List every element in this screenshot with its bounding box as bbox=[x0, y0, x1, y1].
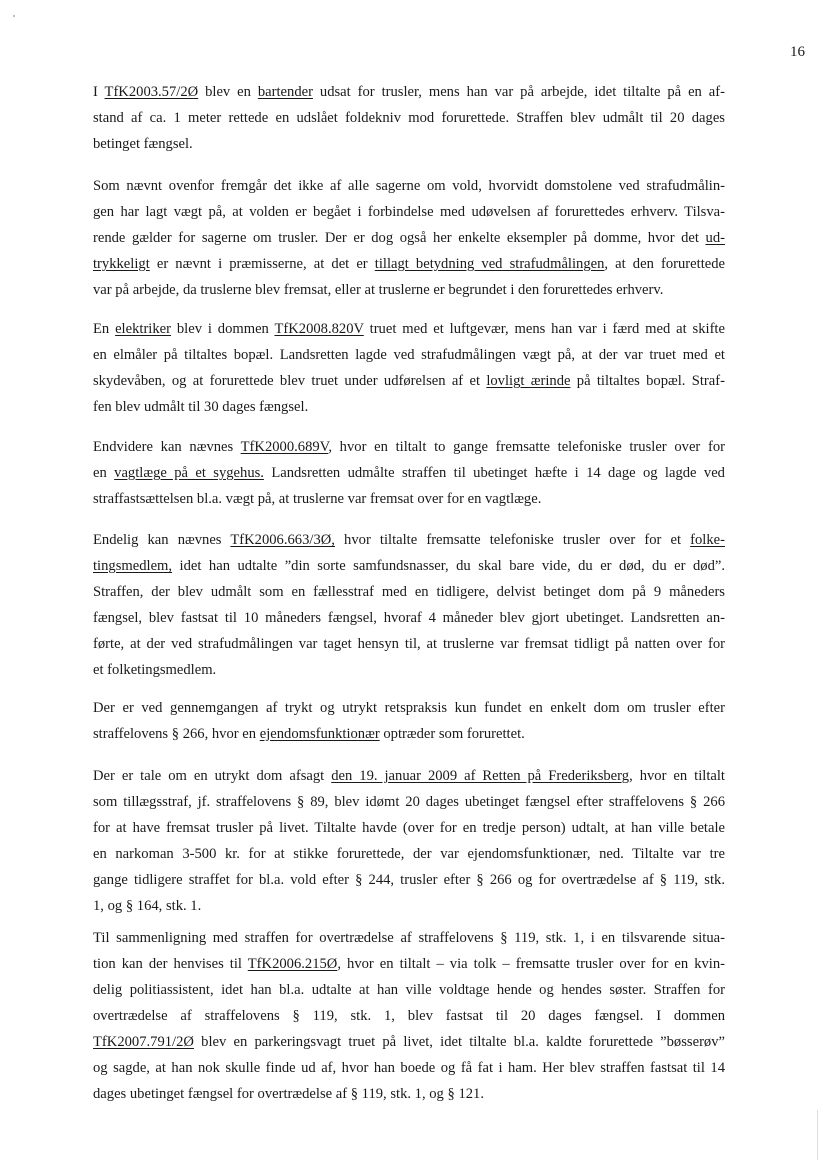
text-run: Endelig kan nævnes bbox=[93, 532, 231, 548]
underlined-reference: tillagt betydning ved strafudmålingen bbox=[374, 256, 605, 272]
paragraph bbox=[93, 527, 725, 683]
text-line bbox=[93, 394, 725, 420]
paragraph bbox=[93, 925, 725, 1107]
text-run: som tillægsstraf, jf. straffelovens § 89, blev idømt 20 dages ubetinget fængsel efter straffelovens § 266 bbox=[93, 794, 725, 810]
text-run: Endvidere kan nævnes bbox=[93, 439, 241, 455]
text-run: blev i dommen bbox=[171, 321, 275, 337]
text-run: , hvor en tiltalt bbox=[629, 768, 725, 784]
text-line bbox=[93, 460, 725, 486]
text-run: fængsel, blev fastsat til 10 måneders fængsel, hvoraf 4 måneder blev gjort ubetinget. Landsretten an- bbox=[93, 610, 725, 626]
underlined-reference: TfK2003.57/2Ø bbox=[104, 84, 199, 100]
paragraph bbox=[93, 316, 725, 420]
underlined-reference: folke- bbox=[690, 532, 725, 548]
text-line bbox=[93, 951, 725, 977]
text-run: er nævnt i præmisserne, at det er bbox=[149, 256, 375, 272]
text-run: fen blev udmålt til 30 dages fængsel. bbox=[93, 399, 309, 415]
text-line bbox=[93, 316, 725, 342]
text-run: , at den forurettede bbox=[604, 256, 725, 272]
text-line bbox=[93, 199, 725, 225]
text-run: Straffen, der blev udmålt som en fællesstraf med en tidligere, delvist betinget dom på 9 måneders bbox=[93, 584, 725, 600]
text-run: gen har lagt vægt på, at volden er begået i forbindelse med udøvelsen af forurettedes erhverv. Tilsva- bbox=[93, 204, 725, 220]
text-line bbox=[93, 579, 725, 605]
text-line bbox=[93, 527, 725, 553]
text-run: for at have fremsat trusler på livet. Tiltalte havde (over for en tredje person) udtalt, at han ville betale bbox=[93, 820, 725, 836]
text-line bbox=[93, 105, 725, 131]
text-line bbox=[93, 763, 725, 789]
text-run: optræder som forurettet. bbox=[379, 726, 525, 742]
paragraph bbox=[93, 173, 725, 303]
text-line bbox=[93, 277, 725, 303]
text-run: skydevåben, og at forurettede blev truet under udførelsen af et bbox=[93, 373, 487, 389]
text-run: hvor tiltalte fremsatte telefoniske trusler over for et bbox=[334, 532, 691, 548]
text-line bbox=[93, 486, 725, 512]
text-line bbox=[93, 79, 725, 105]
text-line bbox=[93, 815, 725, 841]
text-line bbox=[93, 867, 725, 893]
text-run: blev en parkeringsvagt truet på livet, idet tiltalte bl.a. kaldte forurettede ”bøsserøv” bbox=[193, 1034, 725, 1050]
text-run: gange tidligere straffet for bl.a. vold efter § 244, trusler efter § 266 og for overtrædelse af § 119, stk. bbox=[93, 872, 725, 888]
text-run: betinget fængsel. bbox=[93, 136, 193, 152]
text-run: og sagde, at han nok skulle finde ud af, hvor han boede og få fat i ham. Her blev straffen fastsat til 14 bbox=[93, 1060, 725, 1076]
underlined-reference: TfK2006.663/3Ø, bbox=[230, 532, 335, 548]
scan-speck bbox=[13, 15, 15, 17]
text-run: straffelovens § 266, hvor en bbox=[93, 726, 260, 742]
text-line bbox=[93, 173, 725, 199]
text-line bbox=[93, 695, 725, 721]
underlined-reference: TfK2006.215Ø bbox=[247, 956, 338, 972]
text-run: udsat for trusler, mens han var på arbejde, idet tiltalte på en af- bbox=[312, 84, 725, 100]
text-run: 1, og § 164, stk. 1. bbox=[93, 898, 202, 914]
text-run: en narkoman 3-500 kr. for at stikke forurettede, der var ejendomsfunktionær, ned. Tiltalte var tre bbox=[93, 846, 725, 862]
text-run: I bbox=[93, 84, 105, 100]
underlined-reference: vagtlæge på et sygehus. bbox=[114, 465, 264, 481]
underlined-reference: lovligt ærinde bbox=[486, 373, 571, 389]
text-line bbox=[93, 721, 725, 747]
underlined-reference: trykkeligt bbox=[93, 256, 150, 272]
underlined-reference: tingsmedlem, bbox=[93, 558, 173, 574]
text-run: blev en bbox=[198, 84, 258, 100]
text-line bbox=[93, 977, 725, 1003]
text-run: truet med et luftgevær, mens han var i færd med at skifte bbox=[363, 321, 725, 337]
text-line bbox=[93, 1003, 725, 1029]
text-run: , hvor en tiltalt – via tolk – fremsatte trusler over for en kvin- bbox=[337, 956, 726, 972]
text-run: Som nævnt ovenfor fremgår det ikke af alle sagerne om vold, hvorvidt domstolene ved strafudmålin- bbox=[93, 178, 725, 194]
text-run: tion kan der henvises til bbox=[93, 956, 248, 972]
underlined-reference: TfK2000.689V bbox=[240, 439, 329, 455]
text-line bbox=[93, 368, 725, 394]
text-run: Der er tale om en utrykt dom afsagt bbox=[93, 768, 332, 784]
text-line bbox=[93, 925, 725, 951]
paragraph bbox=[93, 763, 725, 919]
text-line bbox=[93, 225, 725, 251]
text-line bbox=[93, 841, 725, 867]
underlined-reference: elektriker bbox=[115, 321, 171, 337]
text-line bbox=[93, 342, 725, 368]
text-run: En bbox=[93, 321, 116, 337]
text-line bbox=[93, 131, 725, 157]
underlined-reference: ejendomsfunktionær bbox=[259, 726, 380, 742]
text-run: var på arbejde, da truslerne blev fremsat, eller at truslerne er begrundet i den forurettedes erhverv. bbox=[93, 282, 664, 298]
text-run: en bbox=[93, 465, 115, 481]
text-run: , hvor en tiltalt to gange fremsatte telefoniske trusler over for bbox=[328, 439, 725, 455]
text-line bbox=[93, 789, 725, 815]
scan-edge-mark bbox=[817, 1110, 818, 1160]
text-run: en elmåler på tiltaltes bopæl. Landsretten lagde ved strafudmålingen vægt på, at der var truet med et bbox=[93, 347, 725, 363]
text-run: Landsretten udmålte straffen til ubetinget hæfte i 14 dage og lagde ved bbox=[263, 465, 725, 481]
underlined-reference: den 19. januar 2009 af Retten på Frederiksberg bbox=[331, 768, 630, 784]
text-run: idet han udtalte ”din sorte samfundsnasser, du skal bare vide, du er død, du er død”. bbox=[172, 558, 725, 574]
text-run: rende gælder for sagerne om trusler. Der er dog også her enkelte eksempler på domme, hvor det bbox=[93, 230, 706, 246]
text-line bbox=[93, 1029, 725, 1055]
underlined-reference: ud- bbox=[705, 230, 725, 246]
text-run: straffastsættelsen bl.a. vægt på, at truslerne var fremsat over for en vagtlæge. bbox=[93, 491, 542, 507]
paragraph bbox=[93, 434, 725, 512]
text-line bbox=[93, 605, 725, 631]
text-line bbox=[93, 553, 725, 579]
paragraph bbox=[93, 695, 725, 747]
underlined-reference: TfK2008.820V bbox=[274, 321, 364, 337]
text-line bbox=[93, 434, 725, 460]
underlined-reference: TfK2007.791/2Ø bbox=[93, 1034, 194, 1050]
text-line bbox=[93, 1081, 725, 1107]
text-run: delig politiassistent, idet han bl.a. udtalte at han ville voldtage hende og hendes søster. Straffen for bbox=[93, 982, 725, 998]
text-run: Der er ved gennemgangen af trykt og utrykt retspraksis kun fundet en enkelt dom om trusler efter bbox=[93, 700, 725, 716]
text-line bbox=[93, 657, 725, 683]
text-line bbox=[93, 1055, 725, 1081]
page-number: 16 bbox=[790, 44, 805, 60]
text-run: dages ubetinget fængsel for overtrædelse af § 119, stk. 1, og § 121. bbox=[93, 1086, 484, 1102]
text-run: på tiltaltes bopæl. Straf- bbox=[570, 373, 725, 389]
text-run: førte, at der ved strafudmålingen var taget hensyn til, at truslerne var fremsat tidligt på natten over for bbox=[93, 636, 725, 652]
text-line bbox=[93, 251, 725, 277]
underlined-reference: bartender bbox=[257, 84, 313, 100]
paragraph bbox=[93, 79, 725, 157]
text-run: overtrædelse af straffelovens § 119, stk. 1, blev fastsat til 20 dages fængsel. I dommen bbox=[93, 1008, 725, 1024]
text-run: et folketingsmedlem. bbox=[93, 662, 217, 678]
text-line bbox=[93, 631, 725, 657]
text-run: stand af ca. 1 meter rettede en udslået foldekniv mod forurettede. Straffen blev udmålt til 20 dages bbox=[93, 110, 725, 126]
text-line bbox=[93, 893, 725, 919]
text-run: Til sammenligning med straffen for overtrædelse af straffelovens § 119, stk. 1, i en tilsvarende situa- bbox=[93, 930, 725, 946]
